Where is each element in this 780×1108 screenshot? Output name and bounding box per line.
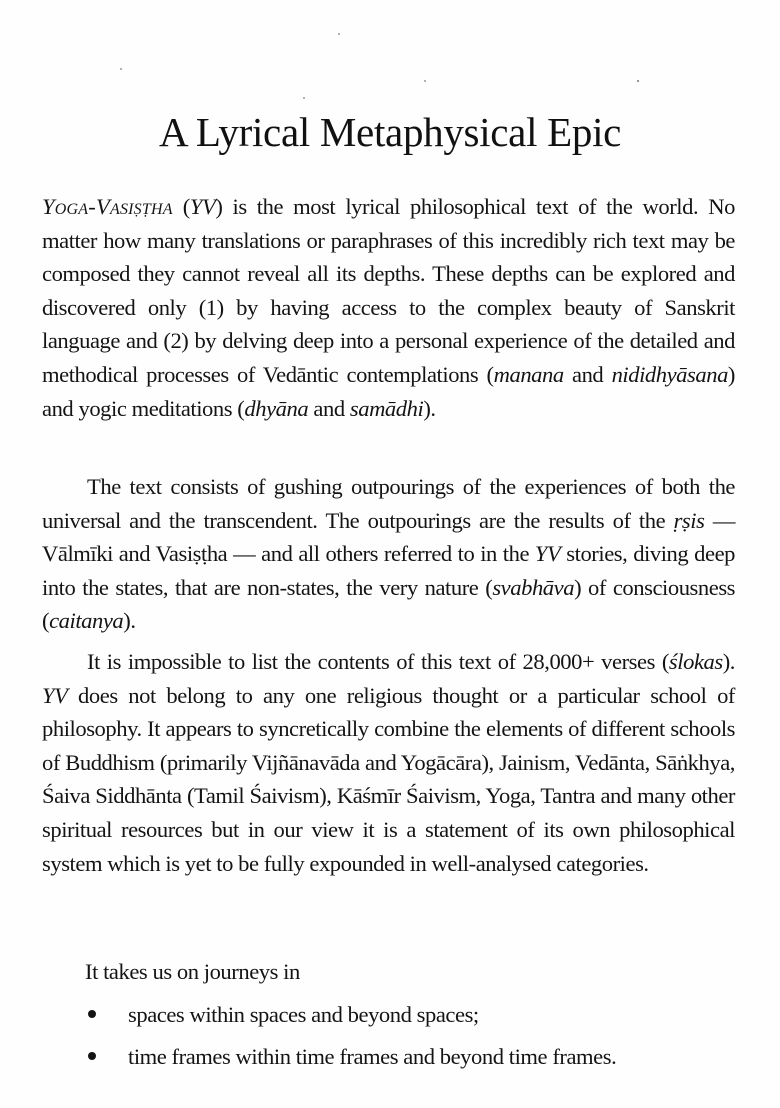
list-item xyxy=(42,1040,735,1074)
italic-term: svabhāva xyxy=(492,574,575,600)
scan-speck xyxy=(303,97,305,99)
text-run: ). xyxy=(123,608,136,634)
text-run: and xyxy=(563,361,612,387)
list-item-text: time frames within time frames and beyond time frames. xyxy=(128,1044,617,1070)
text-run: stories, diving deep into the states, that are non-states, the very nature ( xyxy=(42,541,735,600)
paragraph-intro xyxy=(42,190,735,425)
list-item xyxy=(42,998,735,1032)
scan-speck xyxy=(637,80,639,82)
text-run: ). xyxy=(722,649,735,674)
paragraph-journeys xyxy=(85,955,735,989)
title-smallcaps-run: Yoga-Vasiṣṭha xyxy=(42,194,173,219)
italic-term: YV xyxy=(534,541,561,567)
scan-speck xyxy=(338,33,340,35)
list-item-text: spaces within spaces and beyond spaces; xyxy=(128,1002,479,1027)
italic-term: ślokas xyxy=(668,649,723,674)
scan-speck xyxy=(424,80,426,82)
text-run: The text consists of gushing outpourings of the experiences of both the universal and the transcendent. The outpourings are the results of the xyxy=(42,474,735,533)
text-run: does not belong to any one religious thought or a particular school of philosophy. It appears to syncretically combine the elements of different schools of Buddhism (primarily Vijñānavāda and Yogācāra), Jainism, Vedānta, Sāṅkhya, Śaiva Siddhānta (Tamil Śaivism), Kāśmīr Śaivism, Yoga, Tantra and many other spiritual resources but in our view it is a statement of its own philosophical system which is yet to be fully expounded in well-analysed categories. xyxy=(42,682,735,876)
italic-term: YV xyxy=(189,194,216,219)
text-run: ) and yogic meditations ( xyxy=(42,361,735,421)
text-run: ( xyxy=(172,194,190,219)
text-run: It is impossible to list the contents of this text of 28,000+ verses ( xyxy=(87,649,669,674)
journeys-list xyxy=(42,998,735,1082)
italic-term: caitanya xyxy=(49,608,124,634)
text-run: ). xyxy=(423,395,436,421)
text-run: ) is the most lyrical philosophical text of the world. No matter how many translations or paraphrases of this incredibly rich text may be composed they cannot reveal all its depths. These depths can be explored and discovered only (1) by having access to the complex beauty of Sanskrit language and (2) by delving deep into a personal experience of the detailed and methodical processes of Vedāntic contemplations ( xyxy=(42,194,735,387)
italic-term: samādhi xyxy=(349,395,424,421)
text-run: — Vālmīki and Vasiṣṭha — and all others referred to in the xyxy=(42,507,736,567)
paragraph-contents xyxy=(42,645,735,880)
chapter-title: A Lyrical Metaphysical Epic xyxy=(158,109,622,155)
text-run: ) of consciousness ( xyxy=(42,574,735,634)
italic-term: YV xyxy=(42,682,68,708)
italic-term: dhyāna xyxy=(244,395,309,421)
italic-term: manana xyxy=(493,361,564,387)
text-run: and xyxy=(308,395,350,421)
bullet-icon xyxy=(88,1052,96,1060)
scan-speck xyxy=(120,68,122,70)
italic-term: nididhyāsana xyxy=(611,361,728,387)
text-run: It takes us on journeys in xyxy=(85,959,300,984)
italic-term: ṛṣis xyxy=(673,507,705,533)
paragraph-outpourings xyxy=(42,470,735,638)
bullet-icon xyxy=(88,1010,96,1018)
